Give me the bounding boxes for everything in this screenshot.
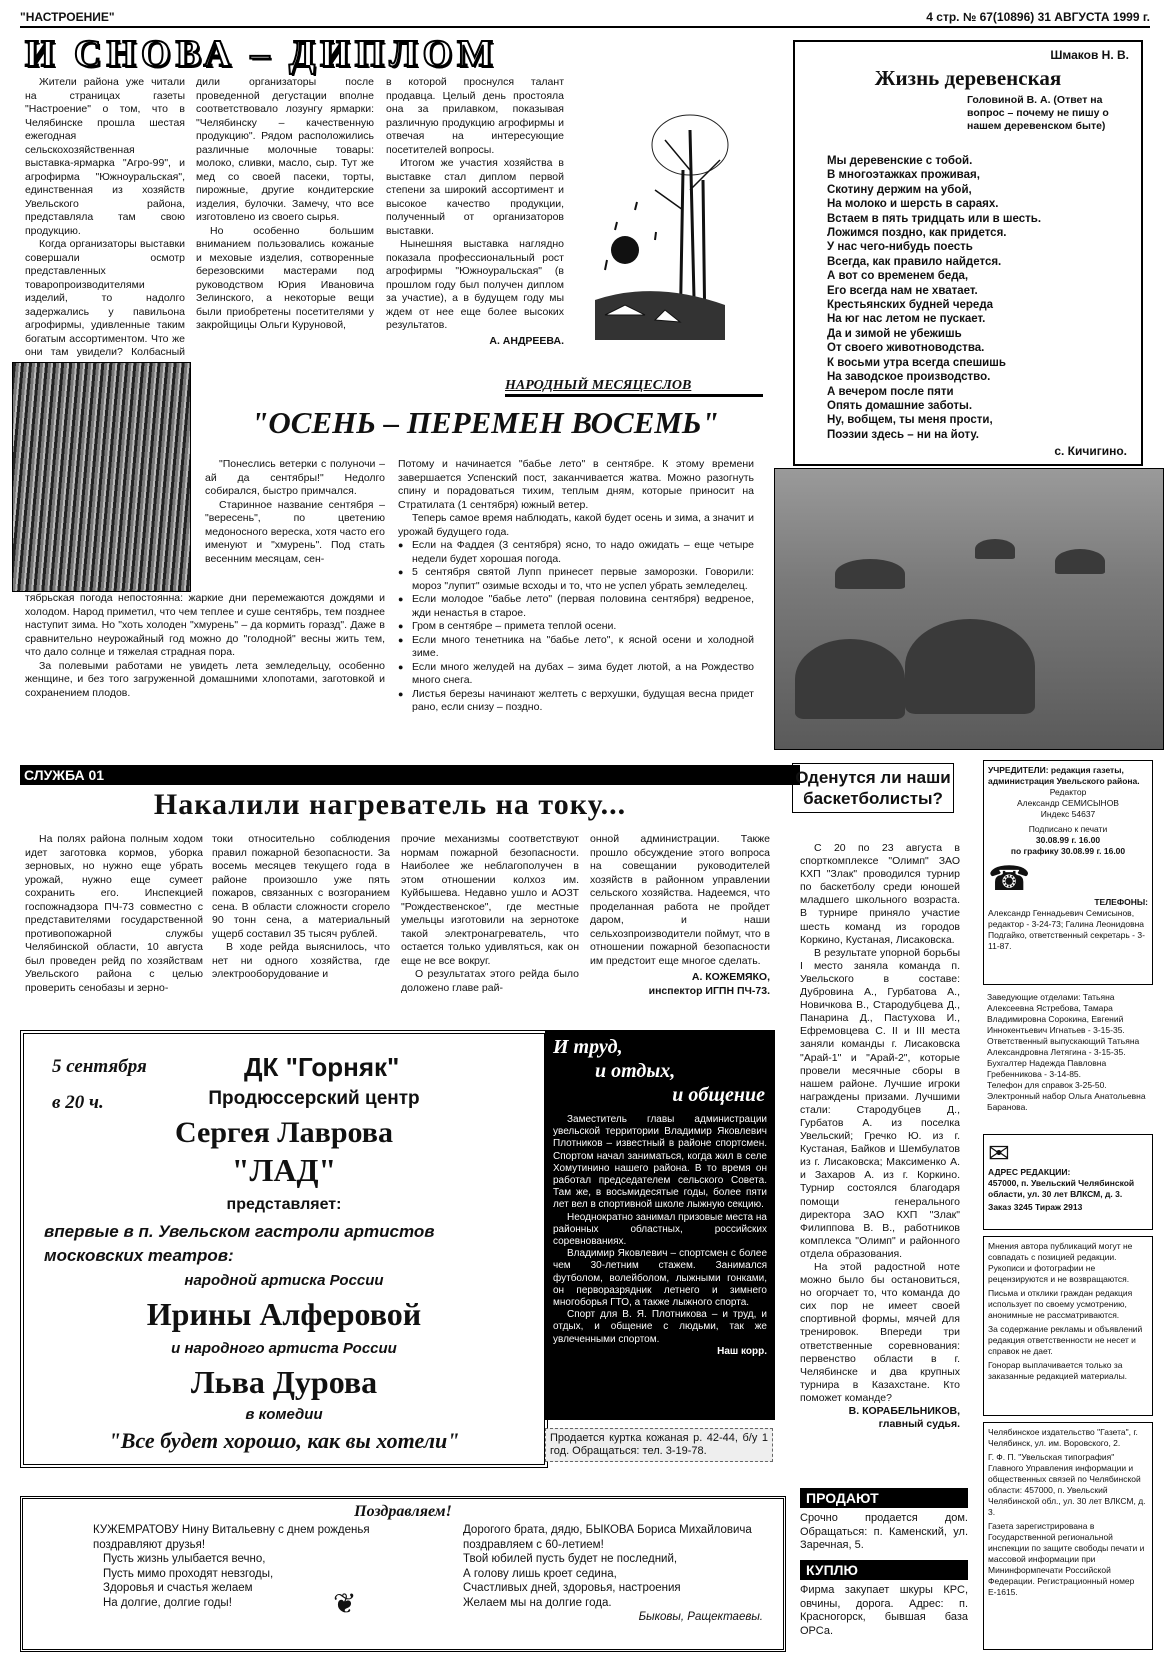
birch-illustration <box>585 110 735 340</box>
basket-paragraph: В результате упорной борьбы I место заняла команда п. Увельского в составе: Дубровина А., Гурбатова А., Новичкова В., Стародубцева Д., Панарина Д., Пастухова И., Ефремовцева С. II и III места заняли команды г. Лисаковска "Арай-1" и "Арай-2", которые провели месячные сборы в нашем районе. Лучшие игроки награждены призами. Лучшими стали: Стародубцев Д., Гурбатов А. из поселка Увельский; Гречко Ю. из г. Кустаная, Байков и Шембулатов из г. Лисаковска; Максименко А. и Захаров А. из г. Коркино. Турнир состоялся благодаря помощи генерального директора ЗАО КХП "Злак" Филиппова В. В., работников комплекса "Олимп" и районного отдела образования. <box>800 946 960 1260</box>
imprint-sign-label: Подписано к печати <box>1028 824 1108 834</box>
calendar-paragraph: Старинное название сентября – "вересень", по цветению медоносного вереска, хотя часто его именуют и "хмурень". Под стать весенним месяцам, сен- <box>205 498 385 565</box>
fire-paragraph: На полях района полным ходом идет заготовка кормов, уборка зерновых, но нужно еще убрать урожай, нужно еще сумеет сохранить его. Инспекцией госпожнадзора ПЧ-73 совместно с представителями государственной противопожарной службы Челябинской области, 10 августа был проведен рейд по хозяйствам Увельского района с целью проверить сенобазы и зерно- <box>25 833 203 994</box>
greeting-line: Пусть мимо проходят невзгоды, <box>103 1567 274 1580</box>
article-paragraph: в которой проснулся талант продавца. Целый день простояла она за прилавком, показывая различную продукцию агрофирмы и отвечая на интересующие посетителей вопросы. <box>386 76 564 156</box>
greeting-right-intro: Дорогого брата, дядю, БЫКОВА Бориса Михайловича поздравляем с 60-летием! <box>463 1524 752 1551</box>
poem-line: Ложимся поздно, как придется. <box>827 227 1007 240</box>
basket-text <box>800 842 960 1431</box>
basket-title: Оденутся ли наши баскетболисты? <box>795 768 951 808</box>
list-item: ● Гром в сентябре – примета теплой осени. <box>398 620 754 634</box>
poem-title: Жизнь деревенская <box>874 66 1062 90</box>
fire-rubric-bar <box>20 765 800 785</box>
calendar-paragraph: Потому и начинается "бабье лето" в сентябре. К этому времени завершается Успенский пост, заканчивается жатва. Можно разогнуть спину и порадоваться тихим, теплым дням, которые приносит на Стратилата (1 сентября) южный ветер. <box>398 458 754 511</box>
imprint-accountant: Бухгалтер Надежда Павловна Гребенникова - 3-14-85. <box>987 1058 1107 1079</box>
flower-ornament-icon: ❦ <box>333 1588 357 1619</box>
poem-line: Поэзии здесь – ни на йоту. <box>827 428 979 441</box>
fire-paragraph: онной администрации. Также прошло обсуждение этого вопроса на совещании руководителей хозяйств в районном управлении сельского хозяйства. Надеемся, что проделанная работа не пройдет даром, и наши сельхозпроизводители поймут, что в отношении пожарной безопасности им предстоит еще многое сделать. <box>590 833 770 967</box>
imprint-disclaimer: Гонорар выплачивается только за заказанные редакцией материалы. <box>988 1360 1128 1381</box>
poem-place: с. Кичигино. <box>1054 444 1127 458</box>
imprint-disclaimer: За содержание рекламы и объявлений редакция ответственности не несет и справок не дает. <box>988 1324 1143 1356</box>
poem-line: На юг нас летом не пускает. <box>827 313 986 326</box>
imprint-publisher: Челябинское издательство "Газета", г. Челябинск, ул. им. Воровского, 2. <box>988 1427 1138 1448</box>
article-paragraph: Когда организаторы выставки совершали осмотр представленных товаропроизводителями изделий, то надолго задержались у павильона агрофирмы, удивленные таким богатым ассортиментом. Что же они там увидели? Колбасный <box>25 238 185 358</box>
article-author: А. АНДРЕЕВА. <box>489 334 564 347</box>
concert-ad <box>20 1030 548 1468</box>
concert-line: московских театров: <box>44 1246 234 1265</box>
list-item: ● Листья березы начинают желтеть с верхушки, будущая весна придет рано, если снизу – поздно. <box>398 688 754 715</box>
greeting-line: Твой юбилей пусть будет не последний, <box>463 1553 678 1565</box>
calendar-signs-list <box>398 539 754 715</box>
concert-actor: Льва Дурова <box>190 1364 378 1400</box>
calendar-paragraph: За полевыми работами не увидеть лета земледельцу, особенно женщине, и без того загруженной домашними хлопотами, заготовкой и сохранением плодов. <box>25 659 385 699</box>
poem-author: Шмаков Н. В. <box>1050 48 1129 62</box>
article-paragraph: Нынешняя выставка наглядно показала профессиональный рост агрофирмы "Южноуральская" (в прошлом году был получен диплом за участие), а в будущем году мы ждем от нее еще более высоких результатов. <box>386 238 564 331</box>
calendar-col-1b <box>25 592 385 700</box>
sport-bio-box <box>545 1030 775 1420</box>
basket-author-title: главный судья. <box>878 1418 960 1431</box>
fire-paragraph: О результатах этого рейда было доложено главе рай- <box>401 968 579 994</box>
poem-line: У нас чего-нибудь поесть <box>827 241 973 254</box>
envelope-icon: ✉ <box>988 1138 1010 1168</box>
imprint-phones-label: ТЕЛЕФОНЫ: <box>1094 897 1148 907</box>
poem-line: В многоэтажках проживая, <box>827 169 980 182</box>
poem-line: На заводское производство. <box>827 371 991 384</box>
poem-dedication: Головиной В. А. (Ответ на вопрос – почему не пишу о нашем деревенском быте) <box>967 94 1109 132</box>
haystacks-photo <box>774 468 1164 750</box>
imprint-editor: Александр СЕМИСЫНОВ <box>1017 798 1119 808</box>
greeting-box <box>20 1496 786 1652</box>
fire-col-1 <box>25 833 203 995</box>
concert-line: народной артиска России <box>184 1272 384 1289</box>
basket-author: В. КОРАБЕЛЬНИКОВ, <box>848 1405 960 1418</box>
imprint-depts: Заведующие отделами: Татьяна Алексеевна Ястребова, Тамара Владимировна Сорокина, Евгений Иннокентьевич Игнатьев - 3-15-35. <box>987 992 1125 1035</box>
greeting-title: Поздравляем! <box>354 1503 452 1520</box>
article-paragraph: Итогом же участия хозяйства в выставке стал диплом первой степени за широкий ассортимент и высокое качество продукции, полученный от организаторов выставки. <box>386 157 564 237</box>
list-item: ● Если молодое "бабье лето" (первая половина сентября) ведреное, жди ненастья в старое. <box>398 593 754 620</box>
sport-bio-title-2: и отдых, <box>595 1060 676 1082</box>
imprint-box-disclaimers <box>983 1236 1153 1416</box>
fire-paragraph: токи относительно соблюдения правил пожарной безопасности. За восемь месяцев текущего года в районе произошло уже пять пожаров, связанных с возгоранием сена. В области сложности сгорело 90 тонн сена, а материальный ущерб составил 35 тысяч рублей. <box>212 833 390 940</box>
concert-line: и народного артиста России <box>171 1340 397 1357</box>
concert-play: "Все будет хорошо, как вы хотели" <box>108 1428 460 1453</box>
poem-line: К восьми утра всегда спешишь <box>827 356 1006 369</box>
article-column-1 <box>25 76 185 400</box>
imprint-box-address <box>983 1134 1153 1230</box>
imprint-order: Заказ 3245 Тираж 2913 <box>988 1202 1083 1212</box>
list-item: ● Если много тенетника на "бабье лето", к ясной осени и холодной зиме. <box>398 634 754 661</box>
fire-col-3 <box>401 833 579 995</box>
header-newspaper-name: "НАСТРОЕНИЕ" <box>20 10 115 24</box>
poem-line: А вечером после пяти <box>827 385 954 398</box>
greeting-line: Пусть жизнь улыбается вечно, <box>103 1553 266 1565</box>
list-item: ● 5 сентября святой Лупп принесет первые заморозки. Говорили: мороз "лупит" озимые всходы и то, что не успел убрать земледелец. <box>398 566 754 593</box>
article-paragraph: Жители района уже читали на страницах газеты "Настроение" о том, что в Челябинске прошла шестая ежегодная сельскохозяйственная выставка-ярмарка "Агро-99", и агрофирма "Южноуральская", единственная из хозяйств Увельского района, представляла там свою продукцию. <box>25 76 185 237</box>
greeting-line: Здоровья и счастья желаем <box>103 1582 253 1594</box>
calendar-rubric <box>505 376 763 397</box>
imprint-duty: Ответственный выпускающий Татьяна Александровна Летягина - 3-15-35. <box>987 1036 1140 1057</box>
imprint-index: Индекс 54637 <box>1040 809 1096 819</box>
poem-line: Всегда, как правило найдется. <box>827 255 1002 268</box>
sport-bio-author: Наш корр. <box>717 1345 767 1357</box>
calendar-col-1 <box>205 458 385 566</box>
imprint-box-2 <box>983 988 1153 1128</box>
calendar-col-2 <box>398 458 754 715</box>
article-column-3 <box>386 76 564 348</box>
sport-bio-paragraph: Спорт для В. Я. Плотникова – и труд, и отдых, и общение с людьми, так же увлеченными спортом. <box>553 1309 767 1345</box>
jacket-ad: Продается куртка кожаная р. 42-44, б/у 1 год. Обращаться: тел. 3-19-78. <box>545 1428 773 1462</box>
greeting-line: Желаем мы на долгие года. <box>463 1596 612 1609</box>
poem-line: Да и зимой не убежишь <box>827 327 962 340</box>
sport-bio-text <box>553 1114 767 1358</box>
concert-line: впервые в п. Увельском гастроли артистов <box>44 1222 435 1241</box>
fire-paragraph: прочие механизмы соответствуют нормам пожарной безопасности. Наиболее же неблагополучен в этом отношении колхоз им. Куйбышева. Недавно ушло и АОЗТ "Рождественское", где местные умельцы изготовили на зернотоке такой электронагреватель, что остается только удивляться, как он еще не все вокруг. <box>401 833 579 967</box>
poem-line: Скотину держим на убой, <box>827 183 972 196</box>
calendar-rubric-label: НАРОДНЫЙ МЕСЯЦЕСЛОВ <box>505 378 692 393</box>
basket-paragraph: С 20 по 23 августа в спорткомплексе "Олимп" ЗАО КХП "Злак" проводился турнир по баскетболу среди юношей младшего школьного возраста. В турнире приняло участие шесть команд из городов Коркино, Кустаная, Лисаковска. <box>800 842 960 946</box>
concert-venue: ДК "Горняк" <box>244 1052 400 1082</box>
fire-paragraph: В ходе рейда выяснилось, что нет ни одного хозяйства, где электрооборудование и <box>212 941 390 980</box>
poem-line: От своего животноводства. <box>827 342 985 355</box>
concert-actress: Ирины Алферовой <box>146 1296 422 1332</box>
poem-line: Встаем в пять тридцать или в шесть. <box>827 212 1042 225</box>
concert-producer: Сергея Лаврова <box>175 1116 393 1149</box>
header-issue-info: 4 стр. № 67(10896) 31 АВГУСТА 1999 г. <box>926 10 1150 24</box>
concert-company: "ЛАД" <box>231 1152 337 1188</box>
calendar-paragraph: "Понеслись ветерки с полуночи – ай да сентябры!" Недолго собирался, быстро примчался. <box>205 458 385 497</box>
page-header <box>20 8 1150 28</box>
poem-lines <box>827 154 1127 442</box>
imprint-sign-1: 30.08.99 г. 16.00 <box>1035 835 1101 845</box>
sport-bio-title-3: и общение <box>672 1084 765 1106</box>
concert-date: 5 сентября <box>52 1056 147 1077</box>
imprint-editor-label: Редактор <box>1049 787 1087 797</box>
greeting-left-intro: КУЖЕМРАТОВУ Нину Витальевну с днем рожденья поздравляют друзья! <box>93 1524 370 1551</box>
poem-line: На молоко и шерсть в сараях. <box>827 198 999 211</box>
sell-text: Срочно продается дом. Обращаться: п. Каменский, ул. Заречная, 5. <box>800 1512 968 1551</box>
fire-author-title: инспектор ИГПН ПЧ-73. <box>648 984 770 997</box>
sport-bio-paragraph: Неоднократно занимал призовые места на районных областных, российских соревнованиях. <box>553 1211 767 1248</box>
imprint-address-label: АДРЕС РЕДАКЦИИ: <box>988 1167 1071 1177</box>
sell-rubric-label: ПРОДАЮТ <box>806 1490 879 1506</box>
list-item: ● Если много желудей на дубах – зима будет лютой, а на Рождество много снега. <box>398 661 754 688</box>
greeting-line: На долгие, долгие годы! <box>103 1596 232 1609</box>
imprint-box-publisher <box>983 1422 1153 1650</box>
fire-title: Накалили нагреватель на току... <box>153 788 627 821</box>
concert-line: Продюссерский центр <box>208 1088 420 1109</box>
sport-bio-paragraph: Заместитель главы администрации увельской территории Владимир Яковлевич Плотников – известный в районе спортсмен. Спортом начал заниматься, когда жил в селе Хомутинино нашего района. В то время он работал председателем сельского Совета. Там же, в восьмидесятые годы, более пяти лет вел в спортивной школе лыжную секцию. <box>553 1114 767 1211</box>
basket-paragraph: На этой радостной ноте можно было бы остановиться, но огорчает то, что команда до сих пор не имеет своей спортивной формы, мячей для тренировок. Впереди три ответственные соревнования: первенство области в г. Челябинске и два крупных турнира в Казахстане. Кто поможет команде? <box>800 1261 960 1404</box>
poem-line: Мы деревенские с тобой. <box>827 155 973 167</box>
calendar-paragraph: Теперь самое время наблюдать, какой будет осень и зима, а значит и урожай будущего года. <box>398 512 754 538</box>
greeting-right <box>463 1523 763 1625</box>
imprint-disclaimer: Письма и отклики граждан редакция использует по своему усмотрению, анонимные не рассматриваются. <box>988 1288 1133 1320</box>
telephone-icon: ☎ <box>988 860 1031 898</box>
greeting-line: А голову лишь кроет седина, <box>463 1567 617 1580</box>
poem-line: Ну, вобщем, ты меня прости, <box>827 414 993 427</box>
imprint-ref-phone: Телефон для справок 3-25-50. <box>987 1080 1107 1090</box>
imprint-disclaimer: Мнения автора публикаций могут не совпадать с позицией редакции. Рукописи и фотографии не рецензируются и не возвращаются. <box>988 1241 1133 1284</box>
article-title: И СНОВА – ДИПЛОМ <box>25 33 499 75</box>
poem-line: Крестьянских будней череда <box>827 299 994 312</box>
article-column-2 <box>196 76 374 333</box>
poem-line: Опять домашние заботы. <box>827 399 973 412</box>
concert-line: представляет: <box>226 1196 342 1213</box>
imprint-box-1 <box>983 760 1153 985</box>
list-item: ● Если на Фаддея (3 сентября) ясно, то надо ожидать – еще четыре недели будет хорошая погода. <box>398 539 754 566</box>
concert-line: в комедии <box>245 1406 323 1423</box>
calendar-title: "ОСЕНЬ – ПЕРЕМЕН ВОСЕМЬ" <box>251 405 719 440</box>
sell-rubric-bar <box>800 1488 968 1508</box>
concert-time: в 20 ч. <box>52 1092 104 1113</box>
fire-col-2 <box>212 833 390 982</box>
buy-rubric-bar <box>800 1560 968 1580</box>
imprint-founders: УЧРЕДИТЕЛИ: редакция газеты, администрация Увельского района. <box>988 765 1140 786</box>
fire-rubric-label: СЛУЖБА 01 <box>24 767 105 783</box>
article-paragraph: Но особенно большим вниманием пользовались кожаные и меховые изделия, сотворенные березовскими мастерами под руководством Юрия Ивановича Зелинского, а некоторые вещи были приобретены посетителями у закройщицы Ольги Куруновой, <box>196 224 374 331</box>
poem-box <box>793 40 1143 466</box>
calendar-paragraph: тябрьская погода непостоянна: жаркие дни перемежаются дождями и холодом. Народ приметил, что чем теплее и суше сентябрь, тем позднее наступит зима. Но "хоть холоден "хмурень" – да кормить горазд". Даже в сравнительно неурожайный год можно до "голодной" весны жить тем, что дало солнце и тяжелая страдная пора. <box>25 592 385 658</box>
greeting-line: Счастливых дней, здоровья, настроения <box>463 1582 681 1594</box>
poem-line: Его всегда нам не хватает. <box>827 284 978 297</box>
poem-line: А вот со временем беда, <box>827 270 969 283</box>
imprint-registration: Газета зарегистрирована в Государственной региональной инспекции по защите свободы печати и массовой информации при Мининформпечати Российской Федерации. Регистрационный номер Е-1615. <box>988 1521 1145 1597</box>
imprint-address: 457000, п. Увельский Челябинской области, ул. 30 лет ВЛКСМ, д. 3. <box>988 1178 1135 1199</box>
imprint-typing: Электронный набор Ольга Анатольевна Баранова. <box>987 1091 1146 1112</box>
fire-col-4 <box>590 833 770 998</box>
wheat-photo <box>12 362 191 592</box>
buy-rubric-label: КУПЛЮ <box>806 1562 858 1578</box>
fire-author: А. КОЖЕМЯКО, <box>691 971 770 983</box>
article-paragraph: дили организаторы после проведенной дегустации вполне соответствовало лозунгу ярмарки: "Челябинску – качественную продукцию". Рядом расположились различные молочные товары: молоко, сливки, масло, сыр. Тут же мед со своей пасеки, торты, пирожные, другие кондитерские изделия, булочки. Замечу, что все изготовлено из своего сырья. <box>196 76 374 223</box>
sport-bio-title-1: И труд, <box>553 1036 623 1058</box>
sport-bio-paragraph: Владимир Яковлевич – спортсмен с более чем 30-летним стажем. Занимался футболом, волейболом, лыжными гонками, он перворазрядник летнего и зимнего многоборья ГТО, а также лыжного спорта. <box>553 1248 767 1309</box>
imprint-sign-2: по графику 30.08.99 г. 16.00 <box>1010 846 1126 856</box>
imprint-phones: Александр Геннадьевич Семисынов, редактор - 3-24-73; Галина Леонидовна Подгайко, ответственный секретарь - 3-11-87. <box>988 908 1145 951</box>
greeting-signature: Быковы, Ращектаевы. <box>638 1611 763 1623</box>
basket-title-box <box>792 763 954 813</box>
buy-text: Фирма закупает шкуры КРС, овчины, дорога. Адрес: п. Красногорск, бывшая база ОРСа. <box>800 1584 968 1637</box>
imprint-printer: Г. Ф. П. "Увельская типография" Главного Управления информации и общественных связей по Челябинской области: 457000, п. Увельский Челябинской обл., ул. 30 лет ВЛКСМ, д. 3. <box>988 1452 1146 1517</box>
